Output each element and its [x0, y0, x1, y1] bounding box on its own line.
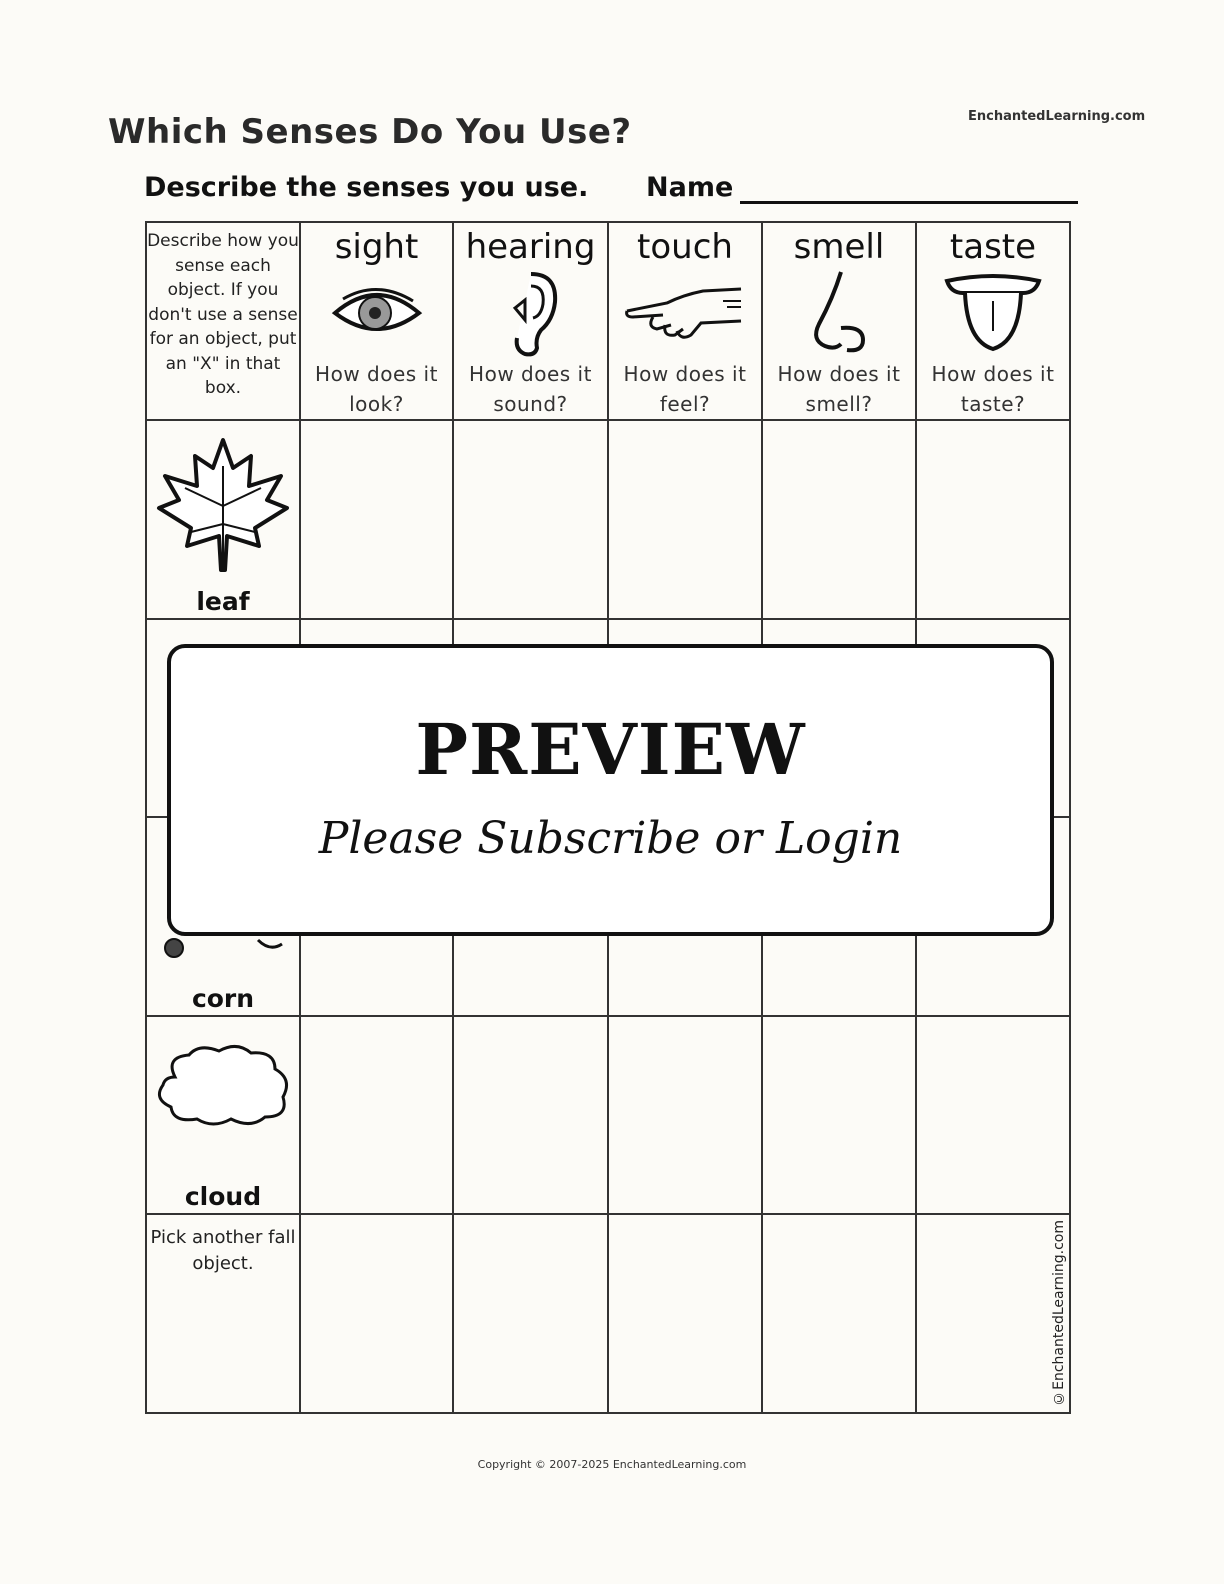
worksheet-subtitle: Describe the senses you use. [144, 172, 589, 203]
sense-name: smell [793, 227, 885, 267]
sense-question: How does it look? [315, 362, 438, 416]
object-label: leaf [196, 587, 250, 616]
answer-cell[interactable] [608, 1214, 762, 1413]
sense-header-touch [608, 222, 762, 420]
maple-leaf-icon [155, 436, 291, 572]
instructions-text: Describe how you sense each object. If you don't use a sense for an object, put an "X" in that box. [147, 231, 299, 398]
object-cell [146, 420, 300, 619]
subscribe-login-prompt[interactable]: Please Subscribe or Login [318, 813, 903, 864]
answer-cell[interactable] [916, 1214, 1070, 1413]
object-label: cloud [184, 1182, 262, 1211]
answer-cell[interactable] [762, 1214, 916, 1413]
answer-cell[interactable] [453, 1016, 608, 1214]
preview-title: PREVIEW [415, 708, 806, 791]
object-label: corn [191, 984, 255, 1013]
answer-cell[interactable] [300, 1016, 453, 1214]
name-label: Name [646, 172, 734, 203]
sense-question: How does it sound? [469, 362, 592, 416]
answer-cell[interactable] [608, 1016, 762, 1214]
sense-header-hearing [453, 222, 608, 420]
answer-cell[interactable] [453, 1214, 608, 1413]
vertical-copyright: ©EnchantedLearning.com [1051, 1220, 1067, 1406]
header-row [146, 222, 1070, 420]
sense-name: taste [949, 227, 1037, 267]
pick-object-prompt: Pick another fall object. [150, 1227, 296, 1274]
sense-question: How does it feel? [623, 362, 747, 416]
answer-cell[interactable] [916, 420, 1070, 619]
object-cell [146, 1016, 300, 1214]
extra-object-row [146, 1214, 1070, 1413]
object-row [146, 1016, 1070, 1214]
sense-header-sight [300, 222, 453, 420]
footer-copyright: Copyright © 2007-2025 EnchantedLearning.com [477, 1458, 747, 1471]
page-title: Which Senses Do You Use? [108, 112, 632, 152]
eye-icon [329, 285, 425, 341]
sense-name: touch [637, 227, 733, 267]
answer-cell[interactable] [762, 1016, 916, 1214]
sense-header-taste [916, 222, 1070, 420]
ear-icon [501, 268, 561, 358]
answer-cell[interactable] [762, 420, 916, 619]
preview-overlay[interactable] [167, 644, 1054, 936]
tongue-icon [943, 271, 1043, 355]
hand-icon [623, 281, 747, 345]
answer-cell[interactable] [916, 1016, 1070, 1214]
name-line [740, 201, 1078, 204]
sense-question: How does it smell? [777, 362, 901, 416]
sense-header-smell [762, 222, 916, 420]
sense-name: hearing [465, 227, 596, 267]
object-row [146, 420, 1070, 619]
answer-cell[interactable] [300, 420, 453, 619]
answer-cell[interactable] [453, 420, 608, 619]
pick-object-cell[interactable] [146, 1214, 300, 1413]
sense-name: sight [334, 227, 419, 267]
answer-cell[interactable] [608, 420, 762, 619]
nose-icon [807, 268, 871, 358]
answer-cell[interactable] [300, 1214, 453, 1413]
sense-question: How does it taste? [931, 362, 1055, 416]
site-link[interactable]: EnchantedLearning.com [968, 109, 1146, 124]
cloud-icon [153, 1043, 293, 1127]
instructions-cell [146, 222, 300, 420]
